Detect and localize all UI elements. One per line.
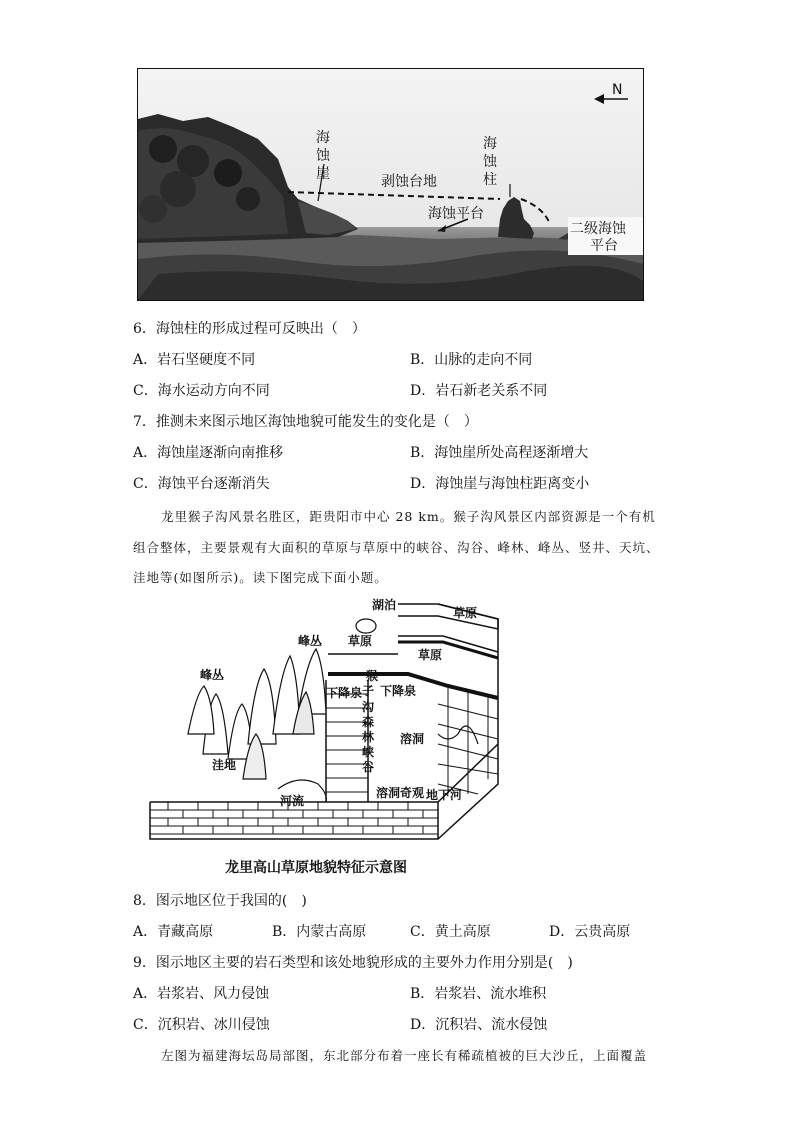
question-9-option-d[interactable]: D．沉积岩、流水侵蚀 (410, 1017, 548, 1033)
valley-label-2: 森 (362, 715, 375, 729)
underground-river-label: 地下河 (426, 788, 463, 802)
question-7-option-b[interactable]: B．海蚀崖所处高程逐渐增大 (410, 445, 589, 461)
question-8-option-d[interactable]: D．云贵高原 (549, 924, 631, 940)
valley-label-4: 峡 (362, 745, 375, 759)
sea-stack-label-3: 柱 (483, 172, 497, 188)
sea-erosion-photo (137, 68, 644, 301)
sea-platform-label: 海蚀平台 (428, 206, 484, 222)
lake-label: 湖泊 (372, 598, 397, 612)
north-label: N (612, 82, 623, 98)
karst-landform-drawing (148, 594, 504, 849)
sea-stack-label-2: 蚀 (483, 154, 497, 170)
karst-landform-diagram (148, 594, 504, 849)
cave-wonder-label: 溶洞奇观 (376, 786, 425, 800)
question-8-stem: 8．图示地区位于我国的( ) (133, 893, 307, 909)
valley-label-5: 谷 (362, 760, 375, 774)
question-9-option-a[interactable]: A．岩浆岩、风力侵蚀 (133, 986, 270, 1002)
grassland-mid-label: 草原 (348, 634, 373, 648)
river-label: 河流 (280, 794, 305, 808)
question-7-stem: 7．推测未来图示地区海蚀地貌可能发生的变化是（ ） (133, 414, 478, 430)
fengcong-left-label: 峰丛 (200, 668, 225, 682)
passage-2-line-1: 左图为福建海坛岛局部图，东北部分布着一座长有稀疏植被的巨大沙丘，上面覆盖 (161, 1048, 648, 1063)
spring-right-label: 下降泉 (380, 684, 417, 698)
question-6-option-a[interactable]: A．岩石坚硬度不同 (133, 352, 256, 368)
secondary-platform-label-2: 平台 (590, 238, 618, 254)
question-9-option-c[interactable]: C．沉积岩、冰川侵蚀 (133, 1017, 270, 1033)
karst-diagram-caption: 龙里高山草原地貌特征示意图 (225, 860, 407, 876)
grassland-top-label: 草原 (453, 606, 478, 620)
monkey-valley-label-2: 子 (362, 684, 375, 698)
question-8-option-c[interactable]: C．黄土高原 (410, 924, 491, 940)
valley-label-3: 林 (362, 730, 375, 744)
sea-cliff-label-1: 海 (316, 130, 330, 146)
grassland-right-label: 草原 (418, 648, 443, 662)
question-7-option-d[interactable]: D．海蚀崖与海蚀柱距离变小 (410, 476, 590, 492)
passage-1-line-3: 洼地等(如图所示)。读下图完成下面小题。 (133, 570, 388, 585)
spring-left-label: 下降泉 (326, 686, 363, 700)
question-6-stem: 6．海蚀柱的形成过程可反映出（ ） (133, 321, 366, 337)
question-9-option-b[interactable]: B．岩浆岩、流水堆积 (410, 986, 547, 1002)
depression-label: 洼地 (212, 758, 237, 772)
passage-1-line-2: 组合整体，主要景观有大面积的草原与草原中的峡谷、沟谷、峰林、峰丛、竖井、天坑、 (133, 540, 660, 555)
sea-stack-label-1: 海 (483, 136, 497, 152)
question-9-stem: 9．图示地区主要的岩石类型和该处地貌形成的主要外力作用分别是( ) (133, 955, 573, 971)
question-8-option-b[interactable]: B．内蒙古高原 (272, 924, 367, 940)
question-7-option-a[interactable]: A．海蚀崖逐渐向南推移 (133, 445, 284, 461)
question-7-option-c[interactable]: C．海蚀平台逐渐消失 (133, 476, 270, 492)
erosion-terrace-label: 剥蚀台地 (381, 174, 437, 190)
passage-1-line-1: 龙里猴子沟风景名胜区，距贵阳市中心 28 km。猴子沟风景区内部资源是一个有机 (161, 509, 656, 524)
valley-label-1: 沟 (362, 700, 375, 714)
sea-cliff-label-2: 蚀 (316, 148, 330, 164)
question-6-option-c[interactable]: C．海水运动方向不同 (133, 383, 270, 399)
question-6-option-b[interactable]: B．山脉的走向不同 (410, 352, 533, 368)
question-6-option-d[interactable]: D．岩石新老关系不同 (410, 383, 548, 399)
sea-cliff-label-3: 崖 (316, 166, 330, 182)
secondary-platform-label-1: 二级海蚀 (570, 221, 626, 237)
cave-label: 溶洞 (400, 732, 425, 746)
monkey-valley-label-1: 猴 (366, 669, 379, 683)
question-8-option-a[interactable]: A．青藏高原 (133, 924, 214, 940)
fengcong-mid-label: 峰丛 (298, 634, 323, 648)
